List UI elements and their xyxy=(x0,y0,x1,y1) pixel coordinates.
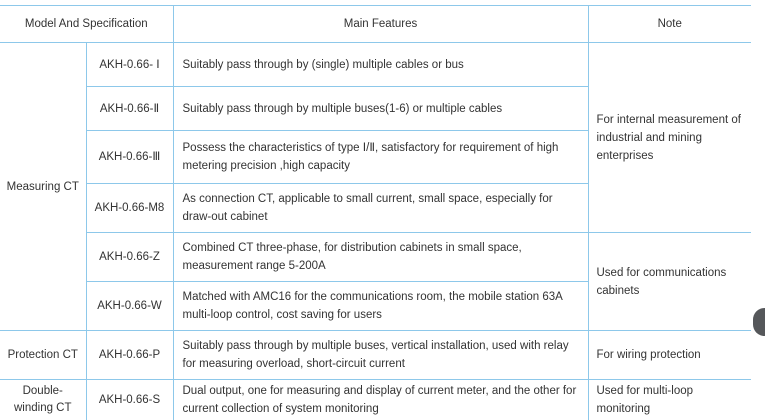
feature-cell: Suitably pass through by multiple buses(1-6) or multiple cables xyxy=(173,87,588,131)
feature-cell: Matched with AMC16 for the communications room, the mobile station 63A multi-loop control, cost saving for users xyxy=(173,282,588,331)
spec-table xyxy=(0,5,751,420)
feature-cell: Dual output, one for measuring and display of current meter, and the other for current collection of system monitoring xyxy=(173,380,588,420)
note-wiring-protection: For wiring protection xyxy=(588,331,751,380)
model-cell: AKH-0.66-Ⅲ xyxy=(86,131,173,184)
model-cell: AKH-0.66-Ⅱ xyxy=(86,87,173,131)
feature-cell: Suitably pass through by multiple buses, vertical installation, used with relay for measuring overload, short-circuit current xyxy=(173,331,588,380)
feature-cell: Combined CT three-phase, for distribution cabinets in small space, measurement range 5-200A xyxy=(173,233,588,282)
category-protection-ct: Protection CT xyxy=(0,331,86,380)
header-model: Model And Specification xyxy=(0,6,173,43)
feature-cell: Suitably pass through by (single) multiple cables or bus xyxy=(173,43,588,87)
feature-cell: As connection CT, applicable to small current, small space, especially for draw-out cabinet xyxy=(173,184,588,233)
note-internal-measurement: For internal measurement of industrial and mining enterprises xyxy=(588,43,751,233)
model-cell: AKH-0.66-P xyxy=(86,331,173,380)
model-cell: AKH-0.66-S xyxy=(86,380,173,420)
header-note: Note xyxy=(588,6,751,43)
model-cell: AKH-0.66-Z xyxy=(86,233,173,282)
table-row xyxy=(0,43,751,87)
table-row xyxy=(0,233,751,282)
table-row xyxy=(0,331,751,380)
header-row xyxy=(0,6,751,43)
note-multi-loop-monitoring: Used for multi-loop monitoring xyxy=(588,380,751,420)
feature-cell: Possess the characteristics of type Ⅰ/Ⅱ, satisfactory for requirement of high metering precision ,high capacity xyxy=(173,131,588,184)
model-cell: AKH-0.66-W xyxy=(86,282,173,331)
table-row xyxy=(0,380,751,420)
page-edge-tab xyxy=(753,308,765,336)
category-double-winding-ct xyxy=(0,380,86,420)
category-measuring-ct: Measuring CT xyxy=(0,43,86,331)
note-communications: Used for communications cabinets xyxy=(588,233,751,331)
header-features: Main Features xyxy=(173,6,588,43)
category-double-winding-label: Double- winding CT xyxy=(13,384,72,414)
model-cell: AKH-0.66-M8 xyxy=(86,184,173,233)
model-cell: AKH-0.66- Ⅰ xyxy=(86,43,173,87)
